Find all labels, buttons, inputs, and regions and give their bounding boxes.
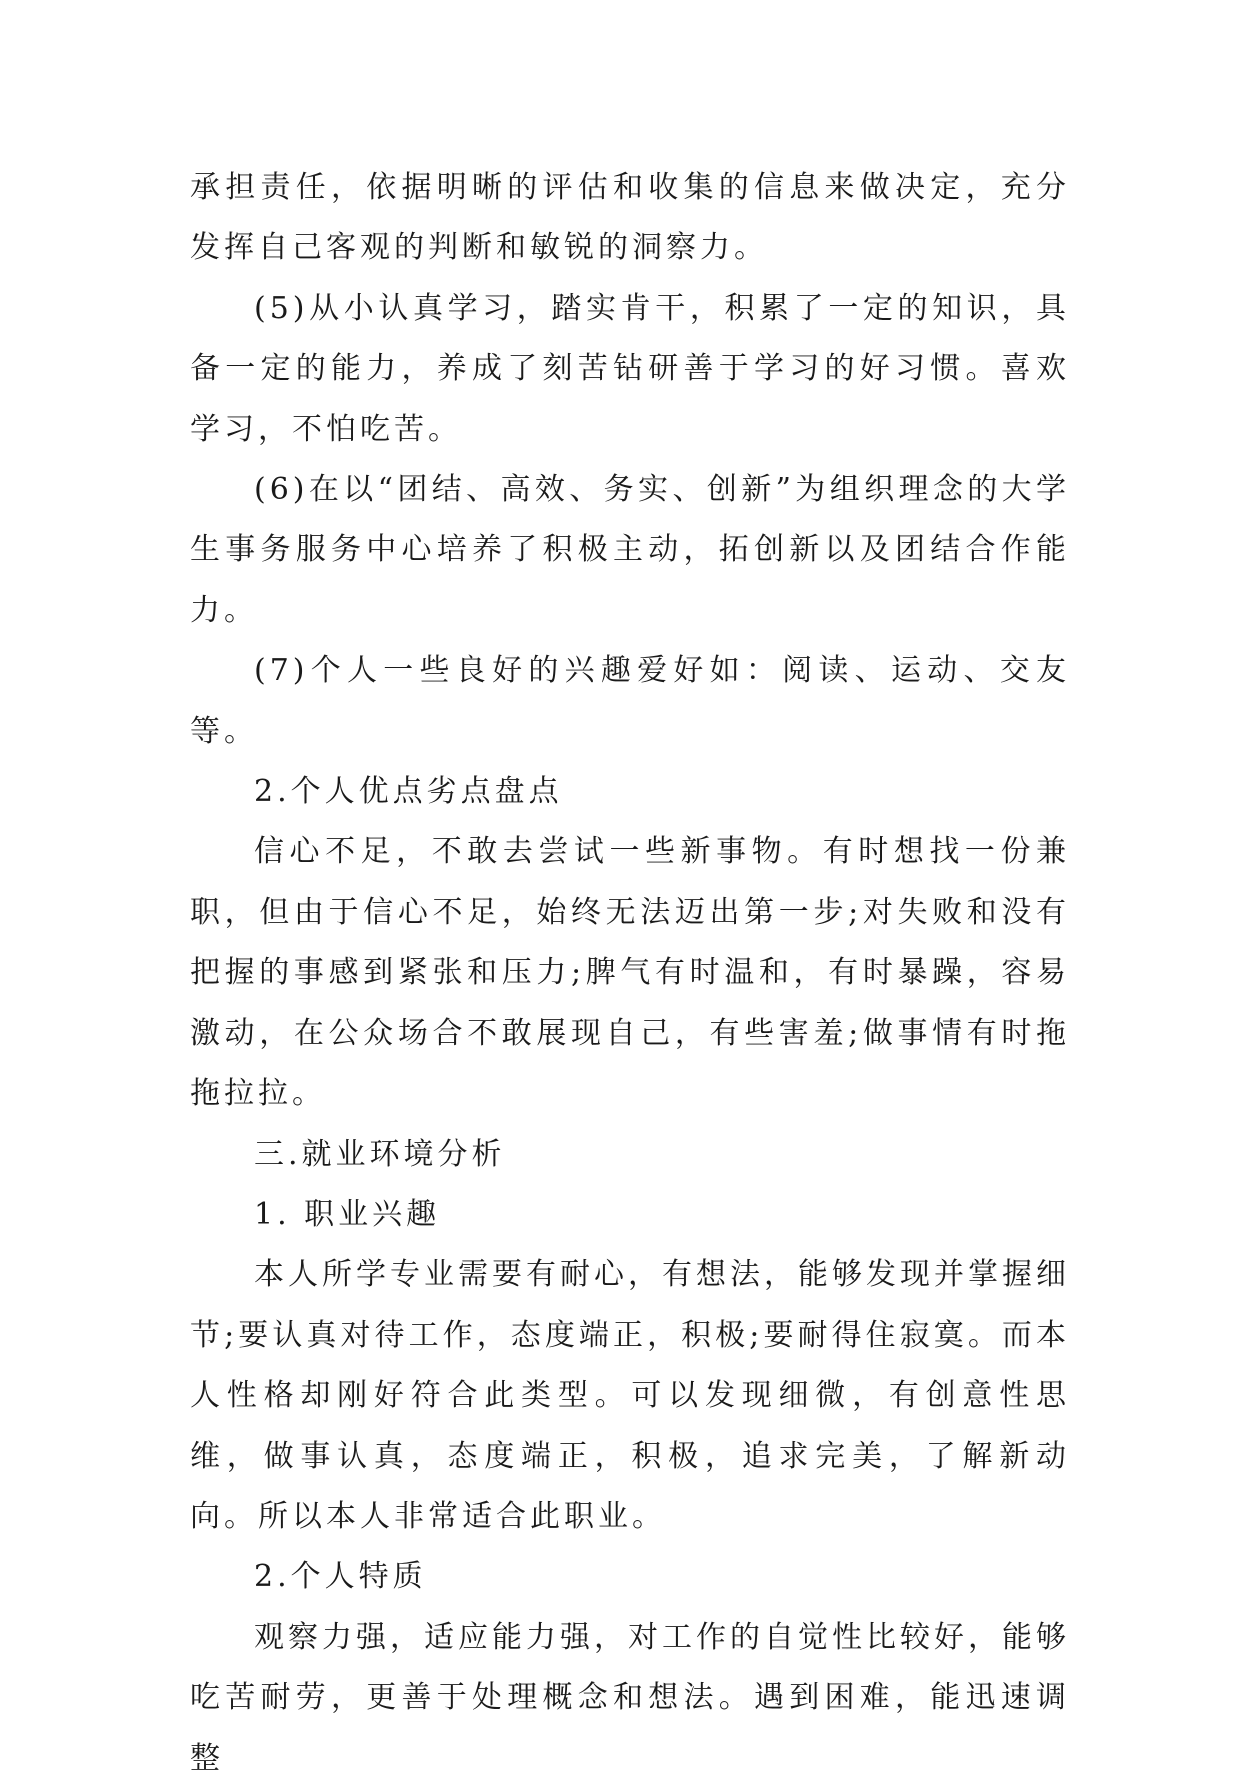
paragraph-career-interest: 本人所学专业需要有耐心，有想法，能够发现并掌握细节;要认真对待工作，态度端正，积极;要耐得住寂寞。而本人性格却刚好符合此类型。可以发现细微，有创意性思维，做事认真，态度端正，积极，追求完美，了解新动向。所以本人非常适合此职业。: [190, 1257, 1070, 1534]
heading-personal-traits: 2.个人特质: [254, 1559, 427, 1595]
heading-strengths-weaknesses: 2.个人优点劣点盘点: [254, 774, 563, 810]
heading-career-interest: 1. 职业兴趣: [254, 1196, 441, 1232]
paragraph-responsibility: 承担责任，依据明晰的评估和收集的信息来做决定，充分发挥自己客观的判断和敏锐的洞察力。: [190, 170, 1070, 266]
paragraph-item-6: (6)在以“团结、高效、务实、创新”为组织理念的大学生事务服务中心培养了积极主动，拓创新以及团结合作能力。: [190, 472, 1070, 628]
paragraph-item-7: (7)个人一些良好的兴趣爱好如：阅读、运动、交友等。: [190, 653, 1070, 749]
paragraph-item-5: (5)从小认真学习，踏实肯干，积累了一定的知识，具备一定的能力，养成了刻苦钻研善于学习的好习惯。喜欢学习，不怕吃苦。: [190, 290, 1070, 447]
document-body: [190, 158, 1070, 1789]
heading-employment-analysis: 三.就业环境分析: [254, 1136, 506, 1172]
paragraph-personal-traits: 观察力强，适应能力强，对工作的自觉性比较好，能够吃苦耐劳，更善于处理概念和想法。遇到困难，能迅速调整: [190, 1619, 1070, 1776]
paragraph-weaknesses: 信心不足，不敢去尝试一些新事物。有时想找一份兼职，但由于信心不足，始终无法迈出第一步;对失败和没有把握的事感到紧张和压力;脾气有时温和，有时暴躁，容易激动，在公众场合不敢展现自己，有些害羞;做事情有时拖拖拉拉。: [190, 834, 1070, 1112]
